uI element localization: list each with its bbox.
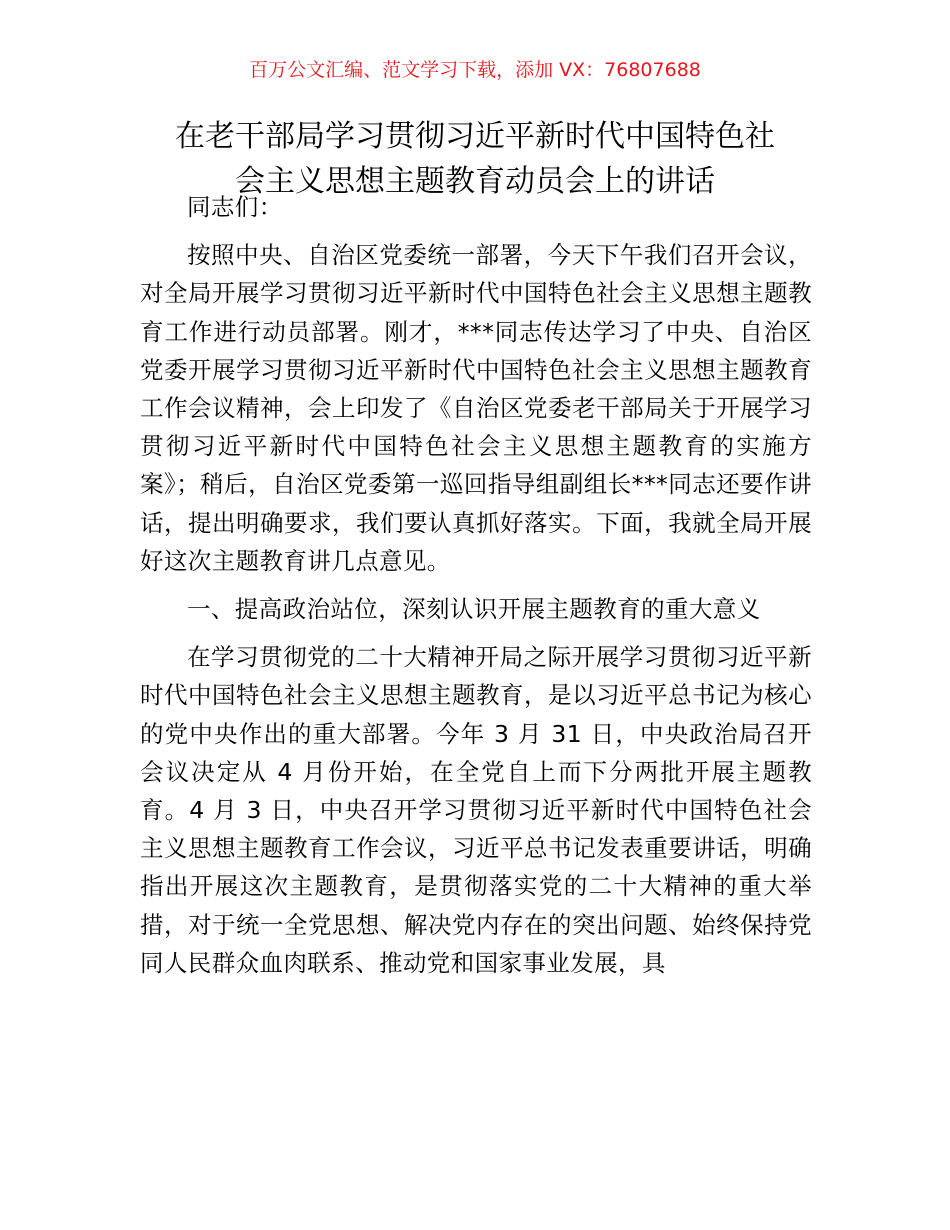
paragraph: 在学习贯彻党的二十大精神开局之际开展学习贯彻习近平新时代中国特色社会主义思想主题教育，是以习近平总书记为核心的党中央作出的重大部署。今年 3 月 31 日，中央政治局召开会议决定从 4 月份开始，在全党自上而下分两批开展主题教育。4 月 3 日，中央召开学习贯彻习近平新时代中国特色社会主义思想主题教育工作会议，习近平总书记发表重要讲话，明确指出开展这次主题教育，是贯彻落实党的二十大精神的重大举措，对于统一全党思想、解决党内存在的突出问题、始终保持党同人民群众血肉联系、推动党和国家事业发展，具 — [140, 643, 812, 977]
header-banner: 百万公文汇编、范文学习下载，添加 VX：76807688 — [249, 59, 701, 81]
paragraph: 按照中央、自治区党委统一部署，今天下午我们召开会议，对全局开展学习贯彻习近平新时代中国特色社会主义思想主题教育工作进行动员部署。刚才，***同志传达学习了中央、自治区党委开展学习贯彻习近平新时代中国特色社会主义思想主题教育工作会议精神，会上印发了《自治区党委老干部局关于开展学习贯彻习近平新时代中国特色社会主义思想主题教育的实施方案》；稍后，自治区党委第一巡回指导组副组长***同志还要作讲话，提出明确要求，我们要认真抓好落实。下面，我就全局开展好这次主题教育讲几点意见。 — [140, 241, 812, 575]
salutation: 同志们： — [187, 193, 283, 221]
document-body — [140, 188, 812, 992]
title-line-1: 在老干部局学习贯彻习近平新时代中国特色社 — [175, 119, 775, 154]
title-line-2: 会主义思想主题教育动员会上的讲话 — [235, 164, 715, 199]
section-heading: 一、提高政治站位，深刻认识开展主题教育的重大意义 — [187, 595, 761, 624]
